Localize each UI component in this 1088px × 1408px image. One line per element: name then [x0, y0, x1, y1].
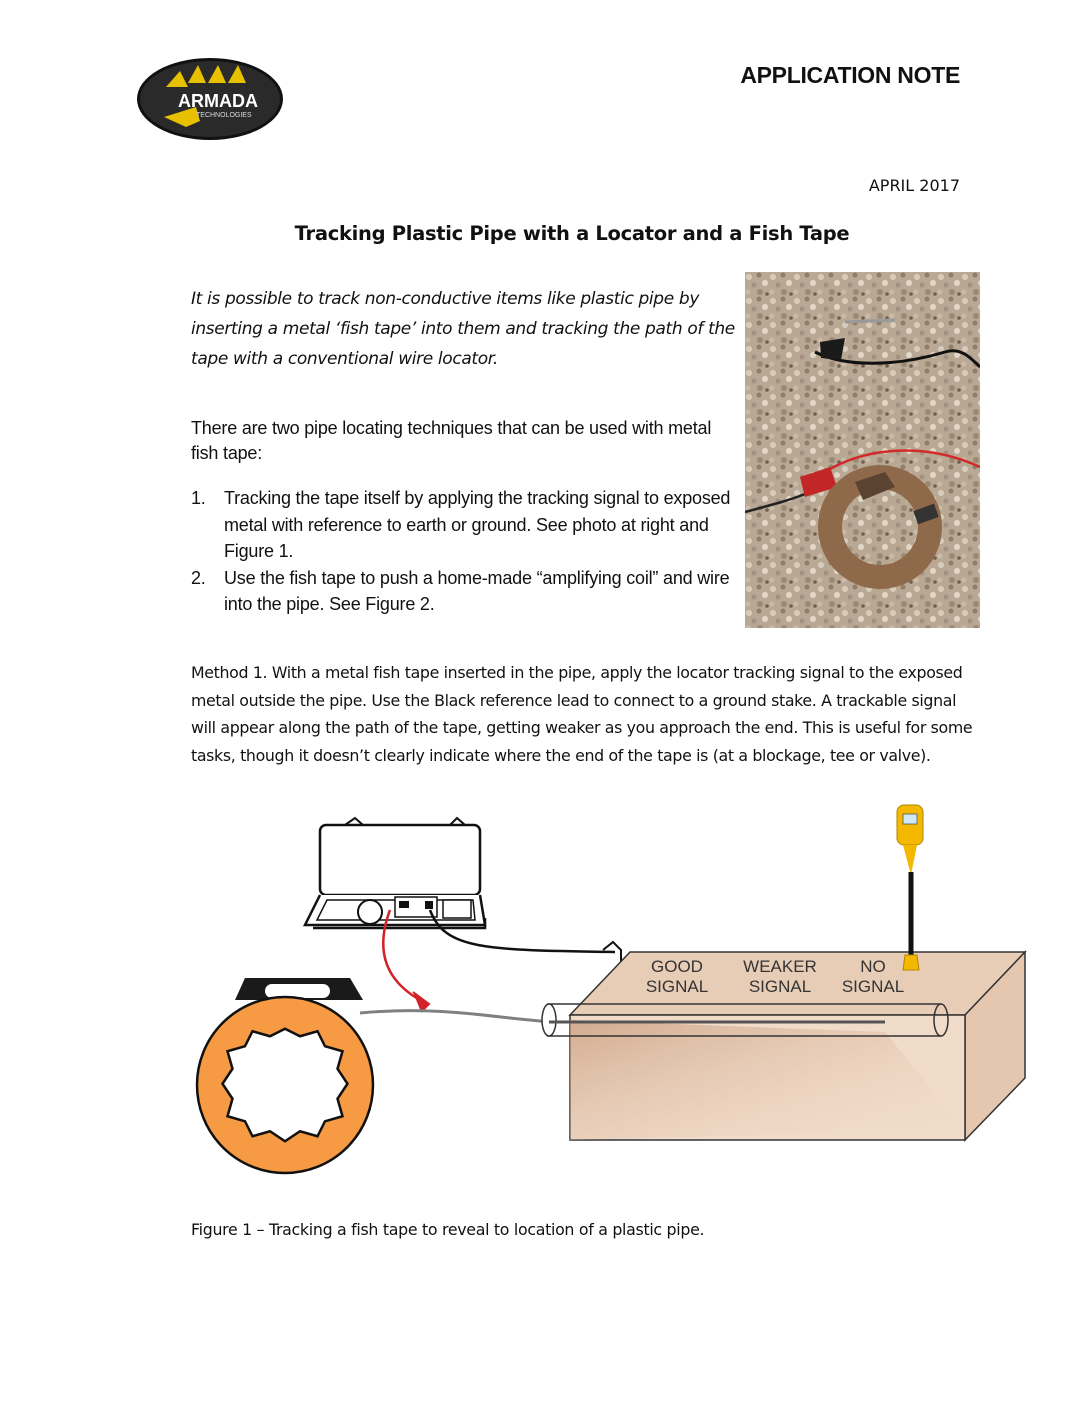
- good-signal-label-2: SIGNAL: [645, 977, 709, 996]
- figure-1-diagram: [185, 800, 1055, 1195]
- method-1-paragraph: Method 1. With a metal fish tape inserted in the pipe, apply the locator tracking signal to the exposed metal outside the pipe. Use the Black reference lead to connect to a ground stake. A trackable signal will appear along the path of the tape, getting weaker as you approach the end. This is useful for some tasks, though it doesn’t clearly indicate where the end of the tape is (at a blockage, tee or valve).: [191, 663, 973, 765]
- intro-paragraph: It is possible to track non-conductive items like plastic pipe by inserting a metal ‘fish tape’ into them and tracking the path of the tape with a conventional wire locator.: [191, 289, 735, 369]
- document-date: APRIL 2017: [868, 176, 960, 195]
- list-item: 2. Use the fish tape to push a home-made “amplifying coil” and wire into the pipe. See Figure 2.: [191, 567, 730, 614]
- fish-tape-reel: [197, 978, 373, 1173]
- weaker-signal-label: WEAKER: [743, 957, 817, 976]
- good-signal-label: GOOD: [651, 957, 703, 976]
- no-signal-label-2: SIGNAL: [841, 977, 905, 996]
- fish-tape-photo: [745, 272, 980, 628]
- fish-tape-wire: [360, 1011, 555, 1022]
- figure-1-caption: Figure 1 – Tracking a fish tape to reveal to location of a plastic pipe.: [191, 1220, 705, 1239]
- armada-logo: [136, 57, 284, 141]
- svg-text:TECHNOLOGIES: TECHNOLOGIES: [196, 112, 252, 119]
- technique-list: [191, 485, 736, 618]
- locator-receiver: [897, 805, 923, 970]
- no-signal-label: NO: [860, 957, 886, 976]
- list-item: 1. Tracking the tape itself by applying the tracking signal to exposed metal with reference to earth or ground. See photo at right and Figure 1.: [191, 488, 731, 561]
- header-title: APPLICATION NOTE: [740, 62, 960, 88]
- weaker-signal-label-2: SIGNAL: [748, 977, 812, 996]
- document-title: Tracking Plastic Pipe with a Locator and a Fish Tape: [294, 222, 850, 245]
- svg-text:ARMADA: ARMADA: [178, 91, 258, 111]
- transmitter-case: [305, 818, 485, 928]
- techniques-lead: There are two pipe locating techniques that can be used with metal fish tape:: [191, 418, 712, 463]
